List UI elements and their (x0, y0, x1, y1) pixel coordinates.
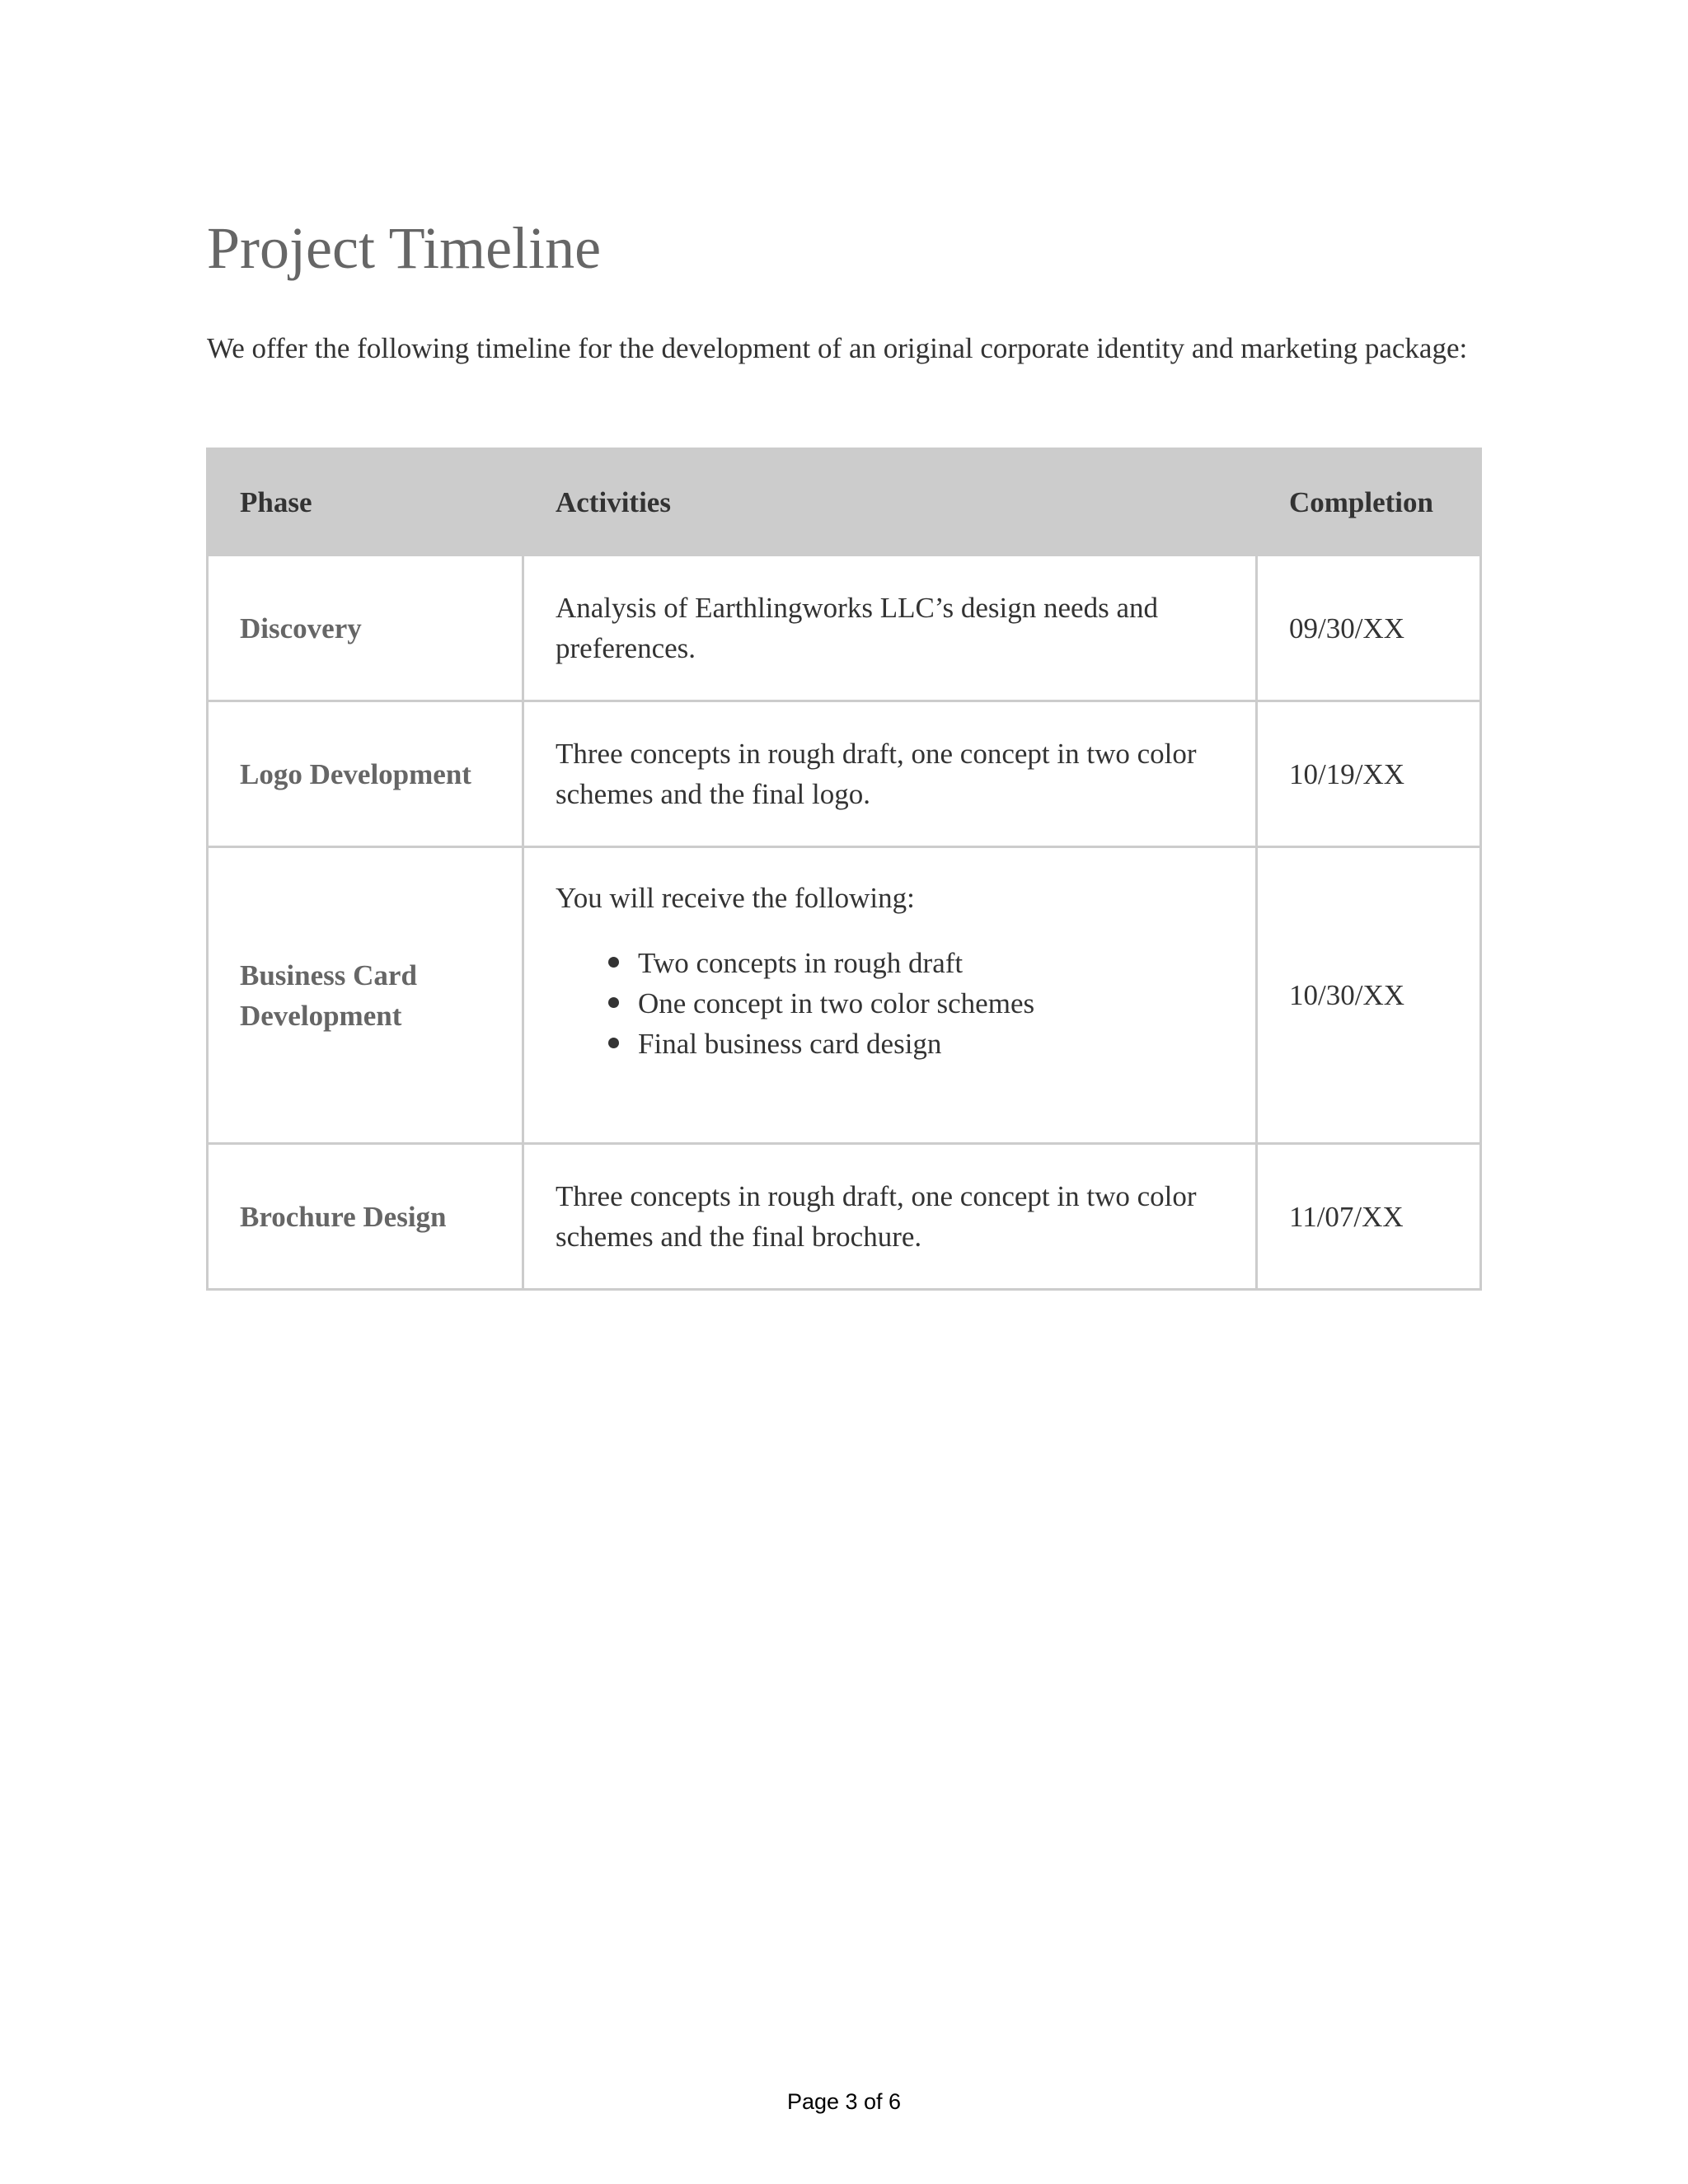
list-item-text: One concept in two color schemes (638, 987, 1035, 1019)
phase-cell: Logo Development (208, 701, 523, 847)
activities-cell: Three concepts in rough draft, one concept in two color schemes and the final logo. (523, 701, 1257, 847)
activities-cell (523, 847, 1257, 1144)
table-row (208, 847, 1481, 1144)
page-title: Project Timeline (207, 215, 602, 281)
table-row (208, 555, 1481, 701)
bullet-icon (608, 957, 619, 968)
header-phase: Phase (208, 449, 523, 555)
activities-intro: You will receive the following: (556, 882, 915, 914)
table-body (208, 555, 1481, 1290)
header-completion: Completion (1257, 449, 1481, 555)
activities-cell: Three concepts in rough draft, one concept in two color schemes and the final brochure. (523, 1144, 1257, 1290)
completion-cell: 09/30/XX (1257, 555, 1481, 701)
list-item (638, 1024, 1224, 1064)
table-row (208, 701, 1481, 847)
timeline-table (206, 448, 1482, 1291)
list-item (638, 983, 1224, 1024)
activities-list (556, 943, 1224, 1064)
intro-paragraph: We offer the following timeline for the development of an original corporate identity and marketing package: (207, 332, 1468, 364)
table-header (208, 449, 1481, 555)
header-activities: Activities (523, 449, 1257, 555)
completion-cell: 10/30/XX (1257, 847, 1481, 1144)
header-row (208, 449, 1481, 555)
list-item (638, 943, 1224, 983)
list-item-text: Two concepts in rough draft (638, 947, 964, 979)
activities-cell: Analysis of Earthlingworks LLC’s design needs and preferences. (523, 555, 1257, 701)
bullet-icon (608, 1038, 619, 1048)
table-row (208, 1144, 1481, 1290)
page-number: Page 3 of 6 (786, 2089, 902, 2114)
phase-cell: Discovery (208, 555, 523, 701)
completion-cell: 10/19/XX (1257, 701, 1481, 847)
bullet-icon (608, 997, 619, 1008)
phase-cell: Business Card Development (208, 847, 523, 1144)
list-item-text: Final business card design (638, 1028, 942, 1060)
phase-cell: Brochure Design (208, 1144, 523, 1290)
completion-cell: 11/07/XX (1257, 1144, 1481, 1290)
